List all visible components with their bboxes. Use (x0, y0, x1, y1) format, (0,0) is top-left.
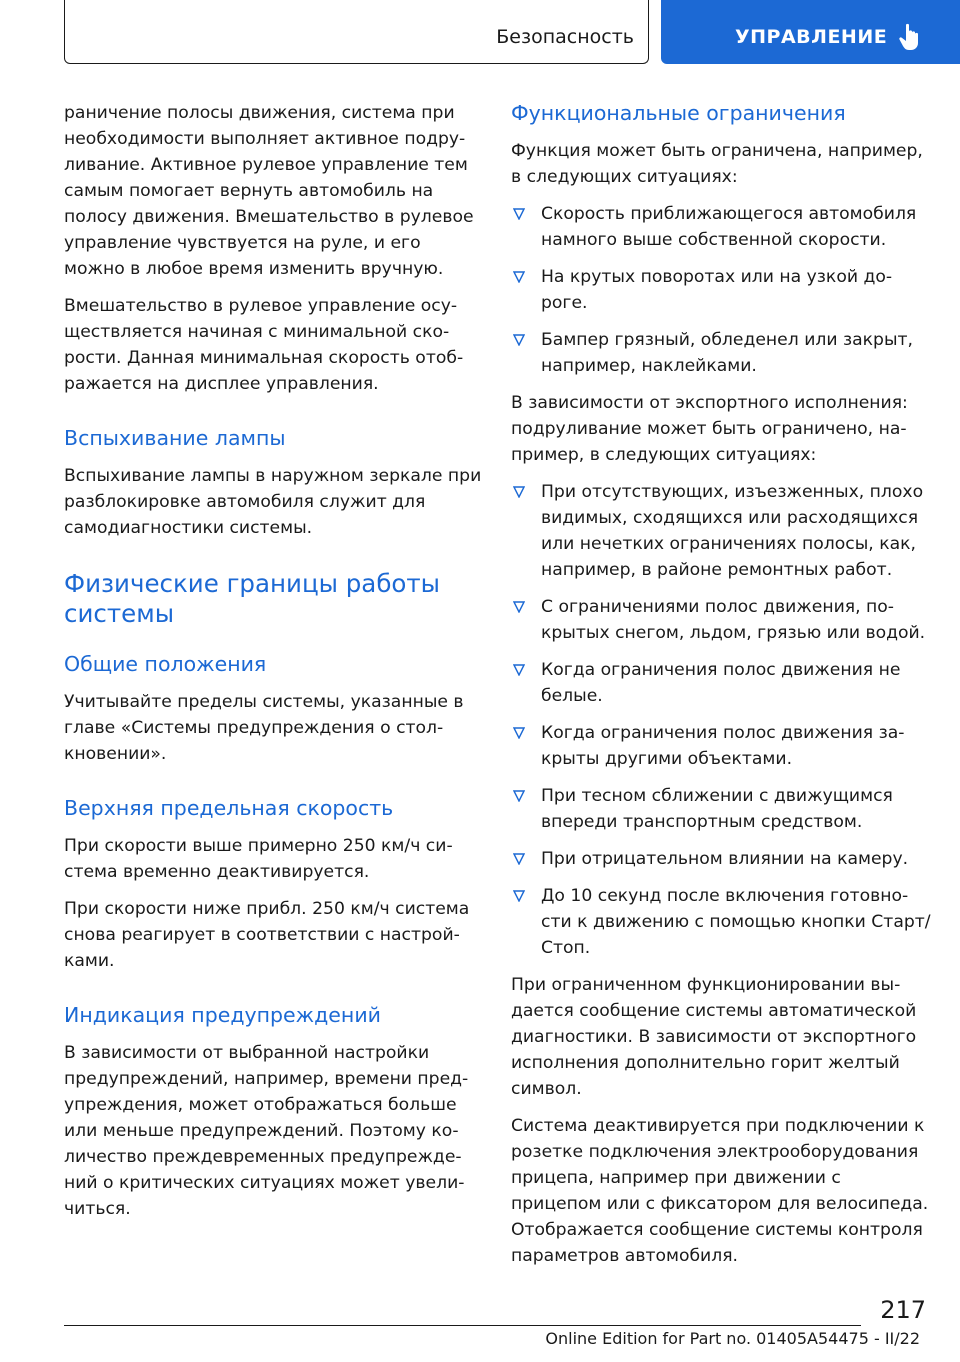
list-item-text: С ограничениями полос движения, покрытых снегом, льдом, грязью или водой. (541, 597, 926, 643)
list-item-text: До 10 секунд после включения готовности к движению с помощью кнопки Старт/Стоп. (541, 886, 931, 958)
list-steering-limits (511, 479, 931, 961)
list-item-text: Когда ограничения полос движения закрыты другими объектами. (541, 723, 905, 769)
triangle-bullet-icon (513, 664, 525, 676)
triangle-bullet-icon (513, 271, 525, 283)
triangle-bullet-icon (513, 486, 525, 498)
heading-warning-display: Индикация предупреждений (64, 1003, 381, 1027)
triangle-bullet-icon (513, 727, 525, 739)
list-item (511, 594, 931, 646)
paragraph-speed-above: При скорости выше примерно 250 км/ч система временно деактивируется. (64, 836, 453, 882)
paragraph-lamp-flashing: Вспыхивание лампы в наружном зеркале при разблокировке автомобиля служит для самодиагностики системы. (64, 466, 482, 538)
paragraph-steering-intervention: раничение полосы движения, система при необходимости выполняет активное подруливание. Активное рулевое управление тем самым помогает вернуть автомобиль на полосу движения. Вмешательство в рулевое управление чувствуется на руле, и его можно в любое время изменить вручную. (64, 103, 474, 279)
paragraph-speed-below: При скорости ниже прибл. 250 км/ч система снова реагирует в соответствии с настройками. (64, 899, 470, 971)
header-section-tab (64, 0, 649, 64)
list-item-text: При тесном сближении с движущимся впереди транспортным средством. (541, 786, 893, 832)
list-item (511, 657, 931, 709)
paragraph-limited-function: При ограниченном функционировании выдается сообщение системы автоматической диагностики. В зависимости от экспортного исполнения дополнительно горит желтый символ. (511, 975, 917, 1099)
paragraph-export-version: В зависимости от экспортного исполнения: подруливание может быть ограничено, например, в следующих ситуациях: (511, 393, 908, 465)
paragraph-min-speed: Вмешательство в рулевое управление осуществляется начиная с минимальной скорости. Данная минимальная скорость отображается на дисплее управления. (64, 296, 464, 394)
list-item (511, 720, 931, 772)
list-item-text: Бампер грязный, обледенел или закрыт, например, наклейками. (541, 330, 913, 376)
list-functional-limits (511, 201, 931, 379)
paragraph-warning-display: В зависимости от выбранной настройки предупреждений, например, времени предупреждения, может отображаться больше или меньше предупреждений. Поэтому количество преждевременных предупреждений о критических ситуациях может увеличиться. (64, 1043, 469, 1219)
list-item (511, 479, 931, 583)
list-item-text: Когда ограничения полос движения не белые. (541, 660, 901, 706)
list-item-text: Скорость приближающегося автомобиля намного выше собственной скорости. (541, 204, 917, 250)
header-section-title: Безопасность (496, 26, 634, 48)
page-number: 217 (880, 1296, 926, 1324)
list-item (511, 264, 931, 316)
right-column (511, 100, 931, 1280)
triangle-bullet-icon (513, 208, 525, 220)
header-chapter-tab (661, 0, 960, 64)
heading-lamp-flashing: Вспыхивание лампы (64, 426, 286, 450)
header-chapter-title: УПРАВЛЕНИЕ (735, 26, 888, 48)
list-item-text: На крутых поворотах или на узкой дороге. (541, 267, 893, 313)
list-item (511, 883, 931, 961)
triangle-bullet-icon (513, 334, 525, 346)
triangle-bullet-icon (513, 790, 525, 802)
list-item (511, 327, 931, 379)
paragraph-general: Учитывайте пределы системы, указанные в главе «Системы предупреждения о столкновении». (64, 692, 464, 764)
triangle-bullet-icon (513, 853, 525, 865)
triangle-bullet-icon (513, 601, 525, 613)
left-column (64, 100, 484, 1233)
heading-upper-speed: Верхняя предельная скорость (64, 796, 394, 820)
triangle-bullet-icon (513, 890, 525, 902)
footer-divider (64, 1325, 861, 1326)
heading-system-limits: Физические границы работы системы (64, 569, 441, 628)
paragraph-functional-limits: Функция может быть ограничена, например, в следующих ситуациях: (511, 141, 923, 187)
paragraph-trailer: Система деактивируется при подключении к розетке подключения электрооборудования прицепа, например при движении с прицепом или с фиксатором для велосипеда. Отображается сообщение системы контроля параметров автомобиля. (511, 1116, 929, 1266)
list-item (511, 783, 931, 835)
list-item-text: При отрицательном влиянии на камеру. (541, 849, 909, 869)
list-item (511, 846, 931, 872)
footer-edition: Online Edition for Part no. 01405A54475 - II/22 (545, 1329, 920, 1348)
hand-pointer-icon (898, 22, 926, 52)
heading-general: Общие положения (64, 652, 267, 676)
list-item (511, 201, 931, 253)
heading-functional-limits: Функциональные ограничения (511, 101, 846, 125)
list-item-text: При отсутствующих, изъезженных, плохо видимых, сходящихся или расходящихся или нечетких ограничениях полосы, как, например, в районе ремонтных работ. (541, 482, 924, 580)
